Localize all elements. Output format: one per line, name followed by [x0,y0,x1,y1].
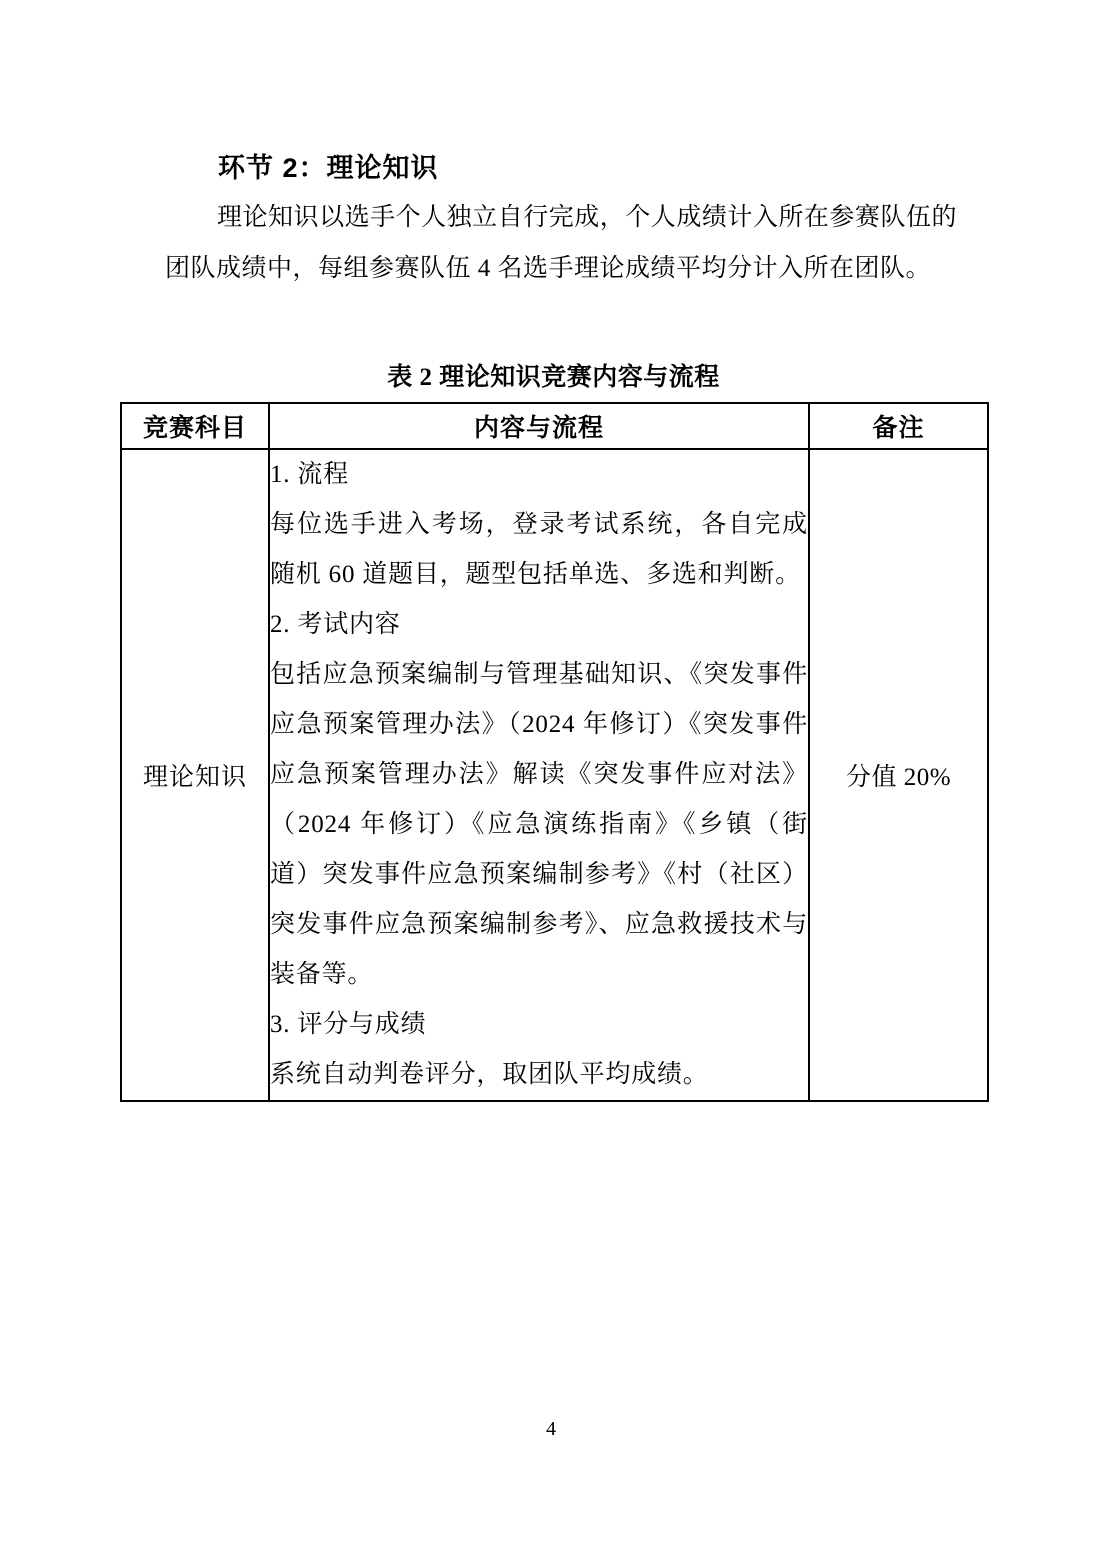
content-paragraph: 2. 考试内容 [270,611,401,638]
table-caption: 表 2 理论知识竞赛内容与流程 [387,364,720,391]
remark-cell: 分值 20% [809,449,988,1101]
header-cell-subject: 竞赛科目 [121,403,269,449]
table-header-row [121,403,988,449]
content-paragraph: 1. 流程 [270,461,350,488]
header-cell-remark: 备注 [809,403,988,449]
content-paragraph: 包括应急预案编制与管理基础知识、《突发事件应急预案管理办法》（2024 年修订）《突发事件应急预案管理办法》解读《突发事件应对法》（2024 年修订）《应急演练指南》《乡镇（街道）突发事件应急预案编制参考》《村（社区）突发事件应急预案编制参考》、应急救援技术与装备等。 [270,661,808,988]
section-heading: 环节 2：理论知识 [218,153,439,183]
subject-cell: 理论知识 [121,449,269,1101]
content-paragraph: 系统自动判卷评分，取团队平均成绩。 [270,1061,709,1088]
table-row [121,449,988,1101]
header-cell-content: 内容与流程 [269,403,809,449]
content-table [120,402,989,1102]
page-number: 4 [546,1418,556,1440]
content-paragraph: 3. 评分与成绩 [270,1011,427,1038]
intro-paragraph: 理论知识以选手个人独立自行完成，个人成绩计入所在参赛队伍的团队成绩中，每组参赛队伍 4 名选手理论成绩平均分计入所在团队。 [165,204,957,282]
content-cell [269,449,809,1101]
content-paragraph: 每位选手进入考场，登录考试系统，各自完成随机 60 道题目，题型包括单选、多选和判断。 [270,511,808,588]
